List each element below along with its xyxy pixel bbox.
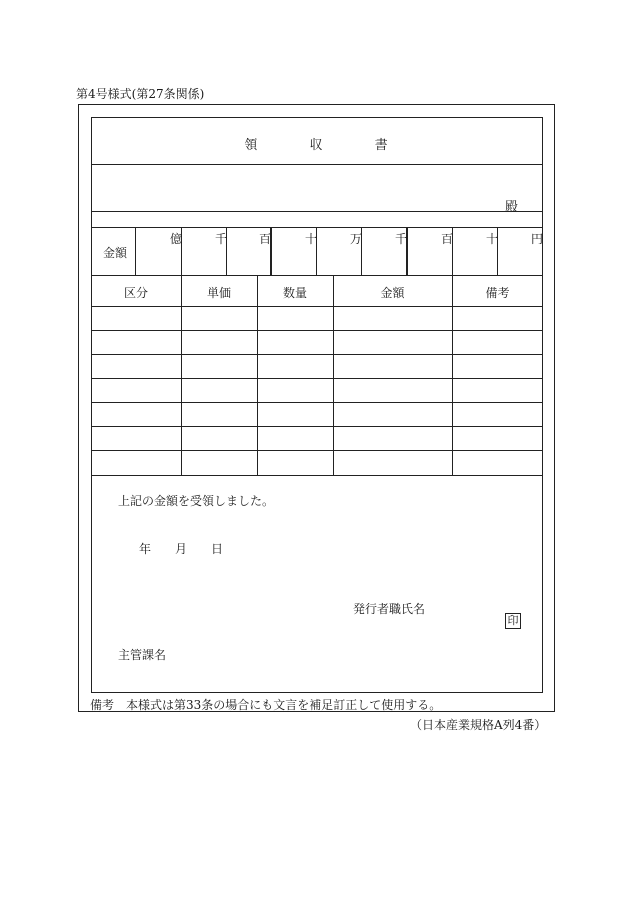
table-row — [91, 475, 543, 476]
column-header: 数量 — [282, 286, 307, 300]
table-row — [91, 354, 543, 355]
amount-unit: 万 — [350, 232, 363, 246]
issuer-label: 発行者職氏名 — [353, 602, 426, 616]
amount-unit: 百 — [441, 232, 454, 246]
column-header: 区分 — [123, 286, 148, 300]
date-day: 日 — [211, 542, 224, 556]
table-row — [91, 426, 543, 427]
amount-unit: 十 — [486, 232, 499, 246]
form-number: 第4号様式(第27条関係) — [76, 87, 205, 101]
department-label: 主管課名 — [118, 648, 167, 662]
divider — [91, 164, 543, 165]
divider — [91, 275, 543, 276]
column-header: 金額 — [380, 286, 405, 300]
addressee-suffix: 殿 — [505, 200, 519, 215]
inner-frame — [91, 117, 543, 693]
amount-unit: 円 — [531, 232, 544, 246]
seal-mark: 印 — [505, 613, 521, 629]
table-column-border — [181, 275, 182, 475]
divider — [91, 211, 543, 212]
date-month: 月 — [175, 542, 188, 556]
receipt-title — [91, 134, 543, 153]
table-row — [91, 402, 543, 403]
amount-unit: 億 — [170, 232, 183, 246]
title-char: 収 — [309, 138, 325, 153]
column-header: 単価 — [206, 286, 231, 300]
amount-unit: 百 — [259, 232, 272, 246]
table-column-border — [333, 275, 334, 475]
table-column-border — [257, 275, 258, 475]
receipt-statement: 上記の金額を受領しました。 — [118, 494, 275, 508]
footnote: 備考 本様式は第33条の場合にも文言を補足訂正して使用する。 — [90, 698, 442, 712]
title-char: 領 — [244, 138, 260, 153]
amount-cell-border — [135, 227, 136, 275]
table-row — [91, 378, 543, 379]
divider — [91, 227, 543, 228]
paper-standard: （日本産業規格A列4番） — [410, 718, 547, 732]
title-char: 書 — [374, 138, 390, 153]
table-column-border — [452, 275, 453, 475]
table-row — [91, 306, 543, 307]
amount-label: 金額 — [103, 246, 128, 260]
table-row — [91, 450, 543, 451]
date-year: 年 — [139, 542, 152, 556]
amount-unit: 千 — [215, 232, 228, 246]
table-row — [91, 330, 543, 331]
amount-unit: 十 — [305, 232, 318, 246]
column-header: 備考 — [485, 286, 510, 300]
amount-unit: 千 — [395, 232, 408, 246]
